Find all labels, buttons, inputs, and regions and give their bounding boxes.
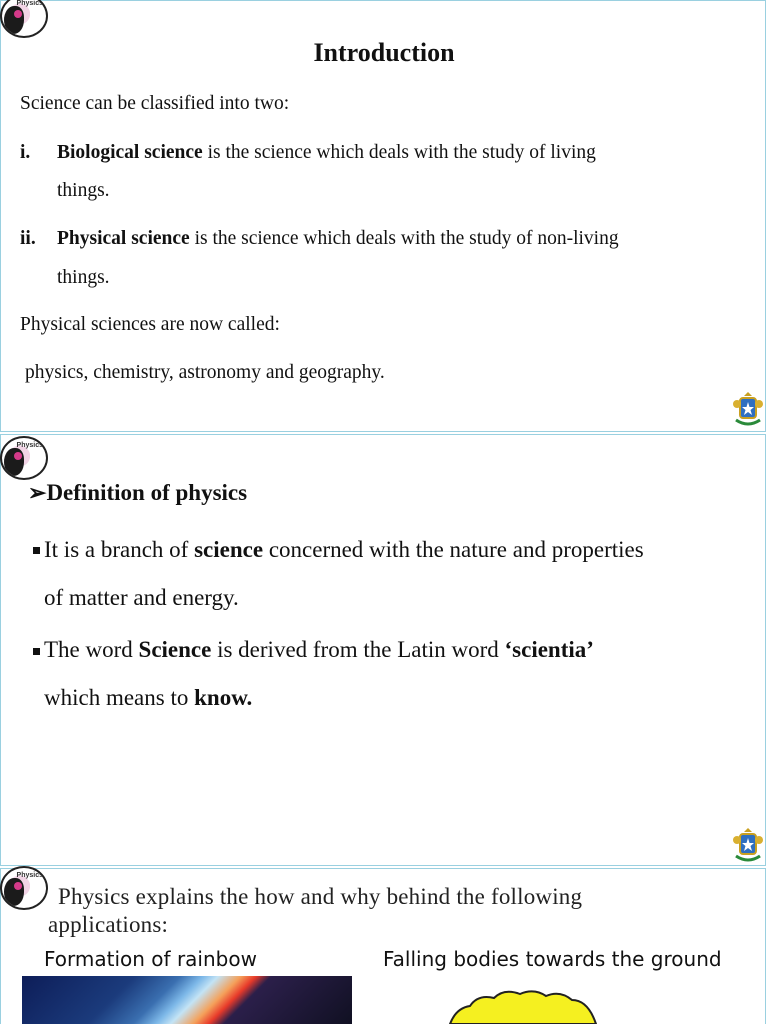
item-term: Biological science: [57, 142, 203, 163]
slide-title: Introduction: [313, 38, 455, 67]
bullet-continuation: which means to know.: [44, 685, 253, 710]
applications-text: Physics explains the how and why behind the following: [58, 884, 583, 909]
tree-image: [448, 986, 598, 1024]
bullet-icon: [33, 648, 40, 655]
coat-of-arms-icon: [732, 390, 764, 428]
bullet-continuation: of matter and energy.: [44, 585, 239, 610]
item-text: is the science which deals with the study of non-living: [189, 228, 619, 249]
bullet-text: The word Science is derived from the Latin word ‘scientia’: [44, 637, 594, 662]
called-list: physics, chemistry, astronomy and geography.: [25, 362, 385, 383]
bullet-text: It is a branch of science concerned with the nature and properties: [44, 537, 644, 562]
item-text: is the science which deals with the study of living: [202, 142, 596, 163]
list-item: [57, 142, 596, 164]
caption-rainbow: Formation of rainbow: [44, 947, 257, 971]
item-continuation: things.: [57, 180, 110, 201]
applications-text-cont: applications:: [48, 912, 169, 937]
item-continuation: things.: [57, 267, 110, 288]
item-number: i.: [20, 142, 31, 163]
coat-of-arms-icon: [732, 826, 764, 864]
arrow-icon: ➢: [28, 480, 47, 505]
caption-falling-bodies: Falling bodies towards the ground: [383, 947, 722, 971]
item-term: Physical science: [57, 228, 190, 249]
called-label: Physical sciences are now called:: [20, 314, 280, 335]
section-heading: ➢Definition of physics: [28, 480, 248, 505]
rainbow-image: [22, 976, 352, 1024]
list-item: [57, 228, 619, 250]
physics-logo-icon: Physics: [0, 866, 48, 910]
intro-text: Science can be classified into two:: [20, 93, 290, 114]
bullet-icon: [33, 547, 40, 554]
item-number: ii.: [20, 228, 36, 249]
physics-logo-icon: Physics: [0, 436, 48, 480]
physics-logo-icon: Physics: [0, 0, 48, 38]
